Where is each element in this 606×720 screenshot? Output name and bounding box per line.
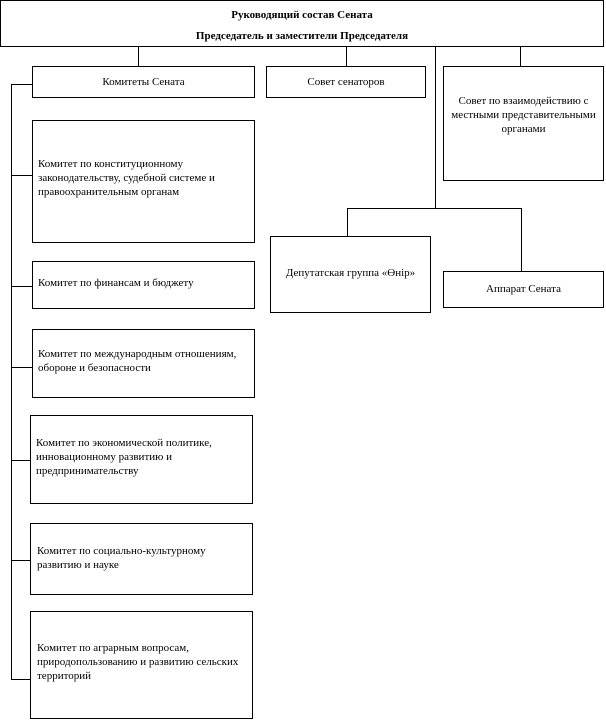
committee-label-5: Комитет по социально-культурному развитию и науке [37,545,206,571]
committee-label-4: Комитет по экономической политике, инновационному развитию и предпринимательству [36,437,212,477]
committee-label-6: Комитет по аграрным вопросам, природопользованию и развитию сельских территорий [37,642,239,682]
committee-label-1: Комитет по конституционному законодательству, судебной системе и правоохранительным органам [38,158,215,198]
senate-leadership-title: Руководящий состав Сената [231,9,373,21]
council-senators-label: Совет сенаторов [307,76,385,88]
deputy-group-label: Депутатская группа «Өнір» [285,267,416,279]
chairman-deputies-label: Председатель и заместители Председателя [195,30,409,42]
committees-header-label: Комитеты Сената [102,76,185,88]
apparatus-label: Аппарат Сената [486,283,561,295]
committee-label-3: Комитет по международным отношениям, обороне и безопасности [38,348,237,374]
committee-label-2: Комитет по финансам и бюджету [38,277,194,289]
council-local-label: Совет по взаимодействию с местными представительными органами [451,95,596,135]
